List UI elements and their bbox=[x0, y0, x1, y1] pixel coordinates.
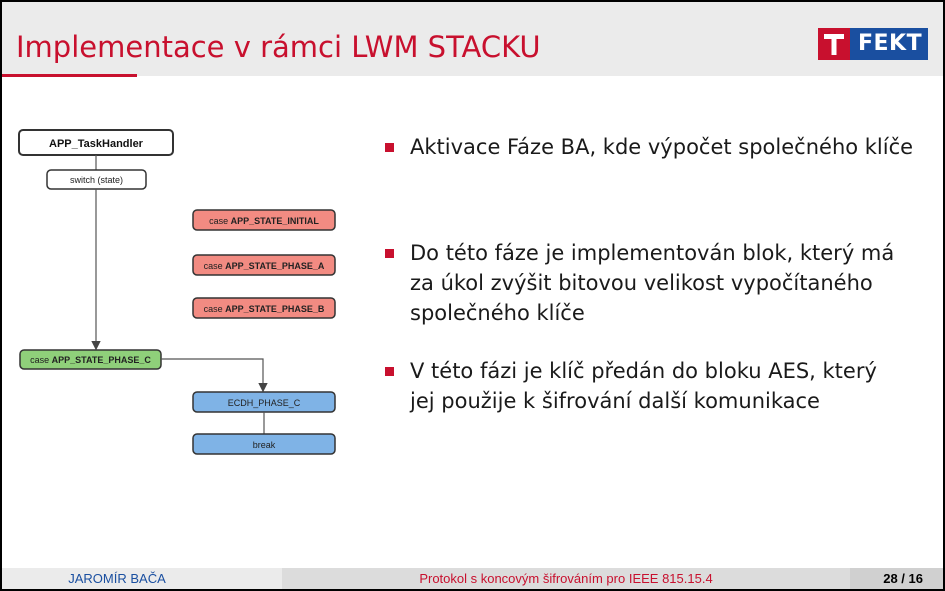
bullet-item bbox=[382, 356, 877, 416]
footer-page-number: 28 / 16 bbox=[850, 568, 943, 589]
bullet-square-icon bbox=[385, 367, 394, 376]
bullet-square-icon bbox=[385, 249, 394, 258]
bullet-line: za úkol zvýšit bitovou velikost vypočítaného bbox=[410, 271, 873, 295]
bullet-text bbox=[410, 356, 877, 416]
logo-t-icon bbox=[818, 28, 850, 60]
bullet-text bbox=[410, 238, 894, 328]
action-label-break: break bbox=[252, 440, 276, 450]
bullet-line: společného klíče bbox=[410, 301, 585, 325]
case-label-initial: case APP_STATE_INITIAL bbox=[209, 216, 319, 226]
slide-title: Implementace v rámci LWM STACKU bbox=[16, 30, 541, 64]
bullet-line: Do této fáze je implementován blok, který má bbox=[410, 241, 895, 265]
bullet-line: V této fázi je klíč předán do bloku AES, který bbox=[410, 359, 877, 383]
bullet-item bbox=[382, 238, 894, 328]
phase-c-connector bbox=[161, 359, 263, 390]
case-label-phase-a: case APP_STATE_PHASE_A bbox=[203, 261, 325, 271]
case-label-phase-b: case APP_STATE_PHASE_B bbox=[203, 304, 325, 314]
slide-header bbox=[2, 2, 943, 76]
fekt-logo bbox=[818, 28, 928, 60]
footer-author: JAROMÍR BAČA bbox=[2, 568, 282, 589]
bullet-line: jej použije k šifrování další komunikace bbox=[410, 389, 820, 413]
footer-title: Protokol s koncovým šifrováním pro IEEE 815.15.4 bbox=[282, 568, 850, 589]
title-underline bbox=[2, 74, 137, 77]
bullet-line: Aktivace Fáze BA, kde výpočet společného klíče bbox=[410, 135, 914, 159]
bullet-square-icon bbox=[385, 143, 394, 152]
bullet-item bbox=[382, 132, 913, 162]
flow-diagram bbox=[2, 122, 362, 472]
case-label-phase-c: case APP_STATE_PHASE_C bbox=[30, 355, 151, 365]
logo-text: FEKT bbox=[850, 28, 928, 60]
slide-footer bbox=[2, 568, 943, 589]
switch-node-label: switch (state) bbox=[69, 175, 124, 185]
action-label-ecdh: ECDH_PHASE_C bbox=[227, 398, 301, 408]
bullet-text bbox=[410, 132, 913, 162]
root-node-label: APP_TaskHandler bbox=[49, 138, 143, 150]
